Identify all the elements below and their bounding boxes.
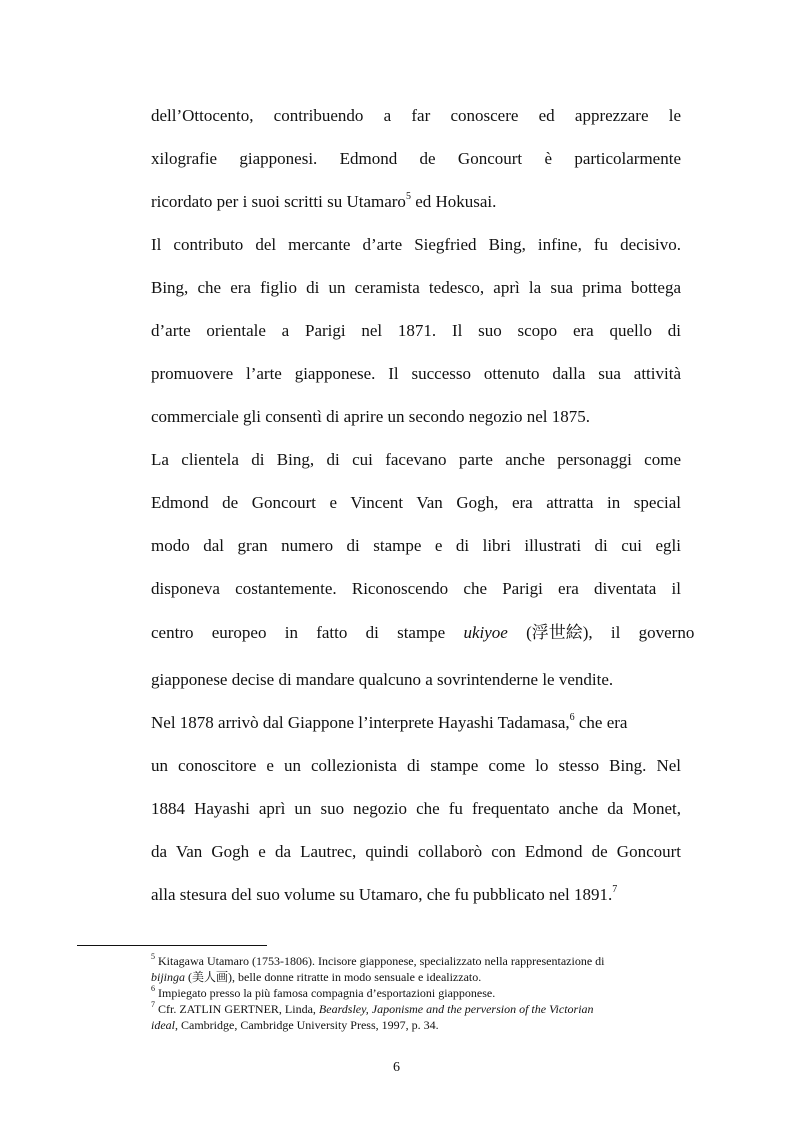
footnote-number: 7 <box>151 1000 155 1009</box>
footnote-ref-7: 7 <box>612 884 618 896</box>
body-line: Il contributo del mercante d’arte Siegfried Bing, infine, fu decisivo. <box>151 235 681 254</box>
footnote-italic: bijinga <box>151 970 186 984</box>
body-line <box>151 712 681 734</box>
body-line: promuovere l’arte giapponese. Il successo ottenuto dalla sua attività <box>151 364 681 383</box>
footnote-text: Kitagawa Utamaro (1753-1806). Incisore giapponese, specializzato nella rappresentazione di <box>155 954 605 968</box>
footnote-5 <box>151 953 681 969</box>
italic-term: ukiyoe <box>463 623 508 642</box>
body-line: Edmond de Goncourt e Vincent Van Gogh, era attratta in special <box>151 493 681 512</box>
text-span: centro europeo in fatto di stampe <box>151 623 464 642</box>
footnote-italic: Beardsley, Japonisme and the perversion of the Victorian <box>318 1002 594 1016</box>
text-span: (浮世絵), il governo <box>507 623 695 642</box>
text-span: ed Hokusai. <box>410 192 497 211</box>
body-line: Bing, che era figlio di un ceramista tedesco, aprì la sua prima bottega <box>151 278 681 297</box>
text-span: che era <box>574 713 628 732</box>
footnote-text: Cfr. ZATLIN GERTNER, Linda, <box>155 1002 319 1016</box>
body-line <box>151 884 681 906</box>
page-number: 6 <box>393 1060 400 1075</box>
body-line: giapponese decise di mandare qualcuno a sovrintenderne le vendite. <box>151 670 614 689</box>
body-line: xilografie giapponesi. Edmond de Goncourt è particolarmente <box>151 149 681 168</box>
footnote-text: Impiegato presso la più famosa compagnia d’esportazioni giapponese. <box>155 986 496 1000</box>
footnote-5-cont <box>151 969 681 985</box>
body-line: disponeva costantemente. Riconoscendo che Parigi era diventata il <box>151 579 681 598</box>
body-line: 1884 Hayashi aprì un suo negozio che fu frequentato anche da Monet, <box>151 799 681 818</box>
footnote-text: , Cambridge, Cambridge University Press, 1997, p. 34. <box>175 1018 439 1032</box>
footnote-7 <box>151 1001 681 1017</box>
body-line: modo dal gran numero di stampe e di libri illustrati di cui egli <box>151 536 681 555</box>
footnote-ref-6: 6 <box>569 712 575 724</box>
footnote-text: (美人画), belle donne ritratte in modo sensuale e idealizzato. <box>185 970 482 984</box>
body-line: d’arte orientale a Parigi nel 1871. Il suo scopo era quello di <box>151 321 681 340</box>
body-line: un conoscitore e un collezionista di stampe come lo stesso Bing. Nel <box>151 756 681 775</box>
body-line <box>151 191 681 213</box>
footnote-ref-5: 5 <box>405 191 411 203</box>
body-line: da Van Gogh e da Lautrec, quindi collaborò con Edmond de Goncourt <box>151 842 681 861</box>
footnote-number: 6 <box>151 984 155 993</box>
body-line: La clientela di Bing, di cui facevano parte anche personaggi come <box>151 450 681 469</box>
footnote-italic: ideal <box>151 1018 175 1032</box>
footnote-7-cont <box>151 1017 681 1033</box>
text-span: alla stesura del suo volume su Utamaro, che fu pubblicato nel 1891. <box>151 885 613 904</box>
text-span: Nel 1878 arrivò dal Giappone l’interprete Hayashi Tadamasa, <box>151 713 570 732</box>
body-line: commerciale gli consentì di aprire un secondo negozio nel 1875. <box>151 407 591 426</box>
text-span: ricordato per i suoi scritti su Utamaro <box>151 192 406 211</box>
footnote-separator <box>77 945 267 946</box>
body-line <box>151 622 695 644</box>
body-line: dell’Ottocento, contribuendo a far conoscere ed apprezzare le <box>151 106 681 125</box>
footnote-6 <box>151 985 681 1001</box>
footnote-number: 5 <box>151 952 155 961</box>
